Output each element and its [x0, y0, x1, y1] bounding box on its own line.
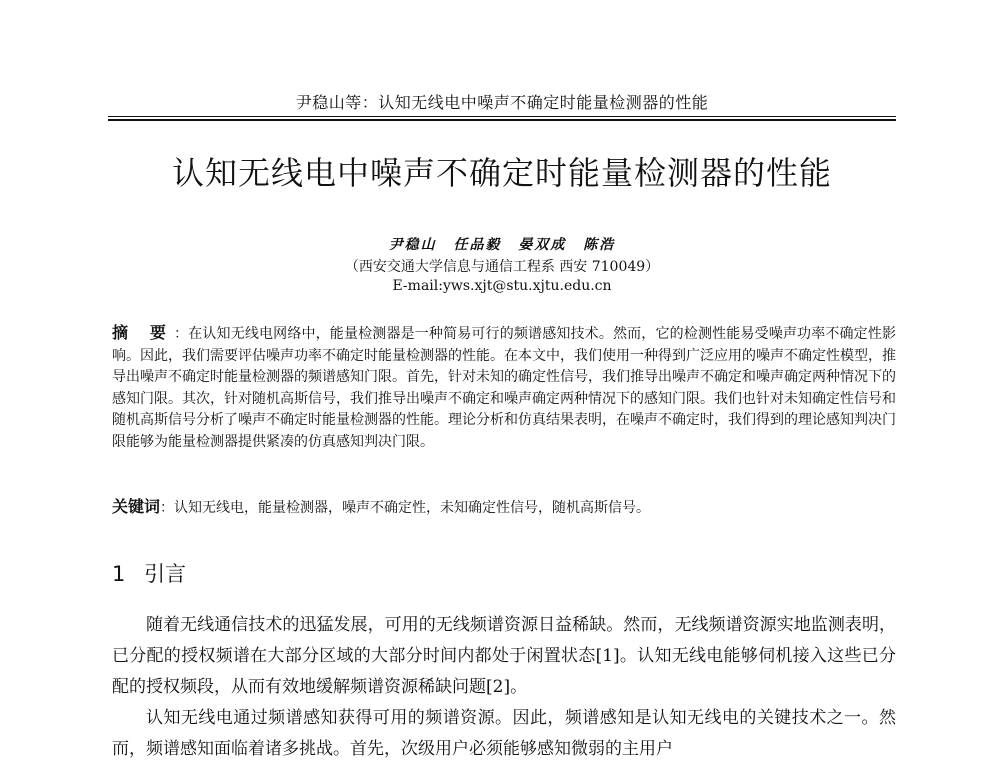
paper-title: 认知无线电中噪声不确定时能量检测器的性能 [171, 154, 832, 192]
body-paragraph: 随着无线通信技术的迅猛发展，可用的无线频谱资源日益稀缺。然而，无线频谱资源实地监测表明，已分配的授权频谱在大部分区域的大部分时间内都处于闲置状态[1]。认知无线电能够伺机接入这些已分配的授权频段，从而有效地缓解频谱资源稀缺问题[2]。 [112, 615, 896, 697]
keywords-label: 关键词 [112, 497, 161, 516]
author-list: 尹稳山 任品毅 晏双成 陈浩 [388, 237, 616, 253]
author-email: E-mail:yws.xjt@stu.xjtu.edu.cn [392, 278, 612, 294]
abstract-label: 摘 要 [112, 323, 175, 342]
section-heading [112, 558, 186, 588]
affiliation: （西安交通大学信息与通信工程系 西安 710049） [344, 259, 660, 275]
keywords-text: ：认知无线电，能量检测器，噪声不确定性，未知确定性信号，随机高斯信号。 [160, 500, 651, 516]
running-header: 尹稳山等：认知无线电中噪声不确定时能量检测器的性能 [295, 93, 709, 112]
body-text [112, 610, 896, 765]
header-rule-thick [108, 119, 896, 121]
keywords [112, 494, 896, 517]
body-paragraph: 认知无线电通过频谱感知获得可用的频谱资源。因此，频谱感知是认知无线电的关键技术之一。然而，频谱感知面临着诸多挑战。首先，次级用户必须能够感知微弱的主用户 [112, 708, 896, 759]
header-rule-thin [108, 116, 896, 117]
section-title: 引言 [144, 562, 187, 586]
abstract [112, 322, 896, 453]
abstract-text: ：在认知无线电网络中，能量检测器是一种简易可行的频谱感知技术。然而，它的检测性能易受噪声功率不确定性影响。因此，我们需要评估噪声功率不确定时能量检测器的性能。在本文中，我们使用一种得到广泛应用的噪声不确定性模型，推导出噪声不确定时能量检测器的频谱感知门限。首先，针对未知的确定性信号，我们推导出噪声不确定和噪声确定两种情况下的感知门限。其次，针对随机高斯信号，我们推导出噪声不确定和噪声确定两种情况下的感知门限。我们也针对未知确定性信号和随机高斯信号分析了噪声不确定时能量检测器的性能。理论分析和仿真结果表明，在噪声不确定时，我们得到的理论感知判决门限能够为能量检测器提供紧凑的仿真感知判决门限。 [112, 326, 897, 450]
section-number: 1 [112, 562, 126, 586]
